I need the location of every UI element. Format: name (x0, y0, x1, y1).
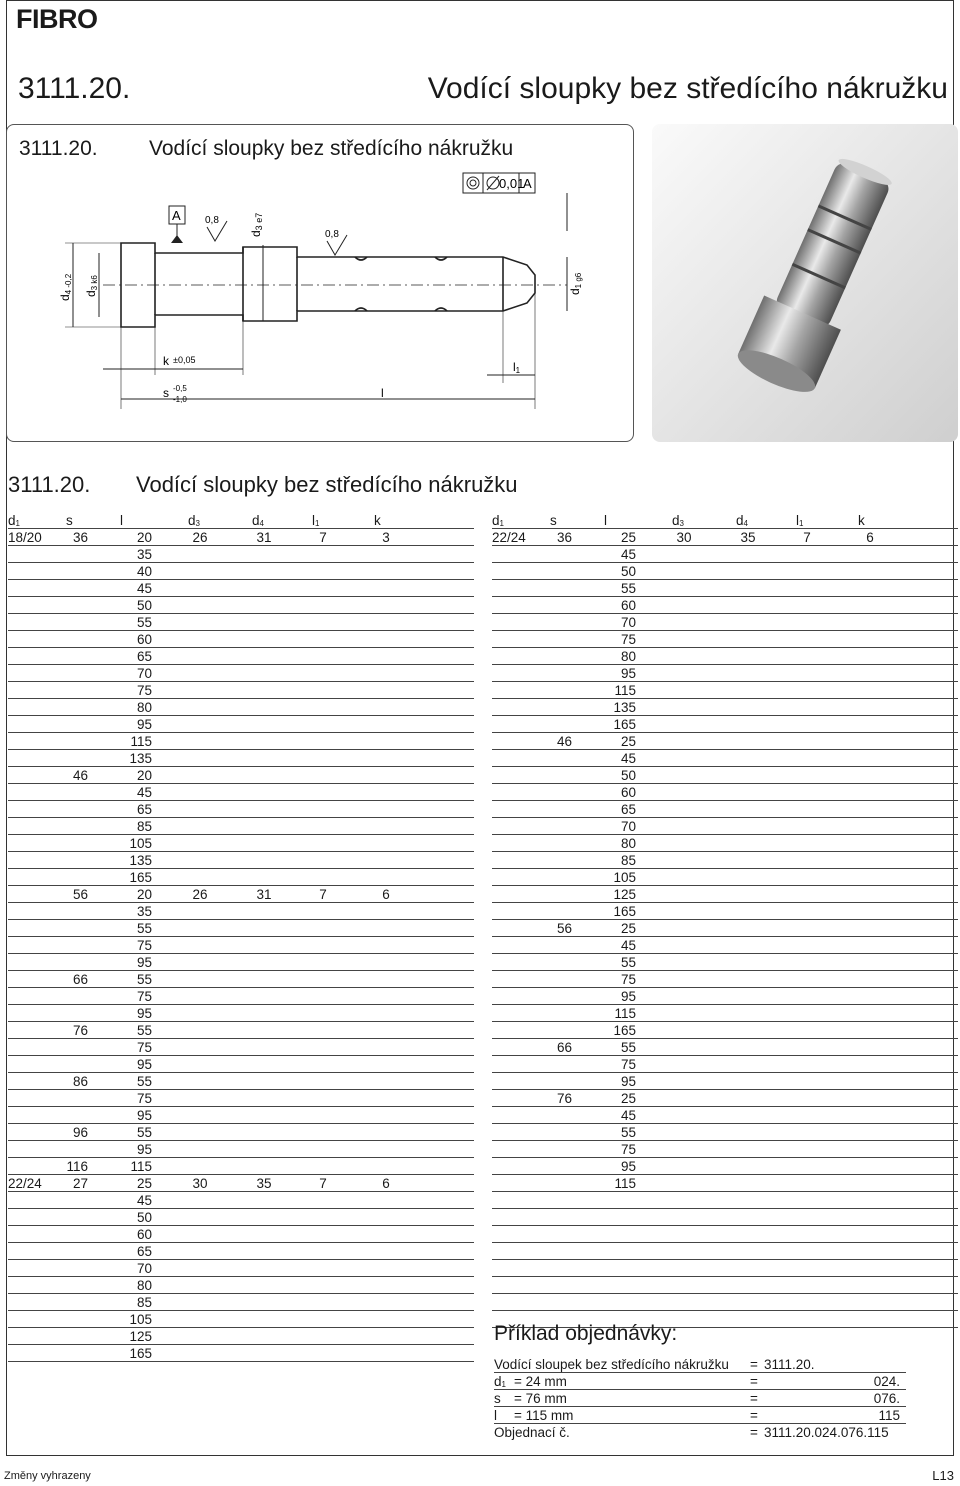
table-cell: 165 (613, 717, 636, 732)
table-row (492, 597, 958, 614)
table-row (8, 1294, 474, 1311)
table-cell: 26 (192, 530, 208, 545)
table-row (492, 750, 958, 767)
table-cell: 70 (136, 1261, 152, 1276)
table-cell: 135 (129, 853, 152, 868)
table-cell: 56 (556, 921, 572, 936)
table-cell: 55 (620, 955, 636, 970)
table-row (8, 988, 474, 1005)
table-cell: 3 (382, 530, 390, 545)
table-cell: 55 (136, 1074, 152, 1089)
table-cell: 46 (72, 768, 88, 783)
table-row (8, 1158, 474, 1175)
table-cell: 115 (130, 1159, 152, 1174)
section-title: Vodící sloupky bez středícího nákružku (136, 472, 518, 497)
table-cell: 105 (613, 870, 636, 885)
table-cell: 50 (136, 1210, 152, 1225)
table-cell: 55 (620, 1125, 636, 1140)
brand-logo: FIBRO (16, 4, 98, 34)
table-row (492, 1090, 958, 1107)
column-header: l (604, 513, 607, 528)
table-cell: 27 (72, 1176, 88, 1191)
table-row (492, 818, 958, 835)
table-cell: 30 (676, 530, 692, 545)
order-example-row (494, 1390, 906, 1407)
tolerance-datum: A (523, 176, 532, 191)
order-example-label: $d_1$ (494, 1374, 506, 1389)
footer-note: Změny vyhrazeny (4, 1470, 91, 1482)
svg-text:d1 g6: d1 g6 (568, 272, 583, 295)
table-row (8, 1328, 474, 1345)
drawing-title: Vodící sloupky bez středícího nákružku (149, 137, 514, 160)
table-cell: 116 (66, 1159, 88, 1174)
table-row (492, 716, 958, 733)
order-example-equals: = (750, 1425, 758, 1440)
table-cell: 86 (72, 1074, 88, 1089)
svg-text:-0,5: -0,5 (173, 384, 187, 393)
table-row (8, 682, 474, 699)
product-photo (652, 124, 958, 442)
table-cell: 45 (136, 581, 152, 596)
column-header: s (66, 513, 73, 528)
table-cell: 135 (129, 751, 152, 766)
table-row (492, 1243, 958, 1260)
table-cell: 50 (620, 768, 636, 783)
table-row (8, 733, 474, 750)
table-row (492, 937, 958, 954)
table-cell: 40 (136, 564, 152, 579)
table-row (8, 750, 474, 767)
table-row (492, 580, 958, 597)
table-row (492, 699, 958, 716)
column-header: $l_1$ (796, 513, 804, 528)
order-example-value: 3111.20. (764, 1357, 815, 1372)
table-cell: 65 (136, 1244, 152, 1259)
table-row (8, 903, 474, 920)
table-row (492, 648, 958, 665)
drawing-code: 3111.20. (19, 137, 98, 160)
table-row (492, 988, 958, 1005)
table-cell: 75 (620, 972, 636, 987)
table-row (8, 937, 474, 954)
table-cell: 70 (136, 666, 152, 681)
header-code: 3111.20. (18, 72, 131, 105)
dimension-table-left (8, 512, 474, 1362)
table-cell: 50 (620, 564, 636, 579)
table-row (8, 529, 474, 546)
table-cell: 85 (620, 853, 636, 868)
table-row (8, 1056, 474, 1073)
table-row (492, 546, 958, 563)
table-cell: 80 (620, 836, 636, 851)
table-row (8, 1073, 474, 1090)
order-example-dimension: = 115 mm (514, 1408, 574, 1423)
table-row (492, 682, 958, 699)
order-example (494, 1322, 906, 1441)
table-cell: 55 (620, 1040, 636, 1055)
table-cell: 76 (556, 1091, 572, 1106)
table-cell: 60 (136, 1227, 152, 1242)
table-row (8, 1192, 474, 1209)
table-row (492, 529, 958, 546)
table-cell: 55 (136, 921, 152, 936)
table-cell: 65 (136, 802, 152, 817)
table-cell: 66 (556, 1040, 572, 1055)
table-row (492, 1209, 958, 1226)
table-cell: 96 (72, 1125, 88, 1140)
table-row (8, 971, 474, 988)
table-row (492, 1039, 958, 1056)
order-example-row (494, 1424, 906, 1441)
column-header: k (374, 513, 381, 528)
column-header: k (858, 513, 865, 528)
table-cell: 75 (136, 1091, 152, 1106)
order-example-row (494, 1373, 906, 1390)
column-header: s (550, 513, 557, 528)
table-cell: 165 (613, 1023, 636, 1038)
table-row (8, 1260, 474, 1277)
table-cell: 25 (620, 734, 636, 749)
table-row (492, 1022, 958, 1039)
order-example-label: l (494, 1408, 497, 1423)
table-cell: 105 (129, 1312, 152, 1327)
table-row (492, 852, 958, 869)
table-row (492, 801, 958, 818)
table-cell: 7 (319, 887, 327, 902)
order-example-value: 024. (873, 1374, 900, 1389)
table-cell: 7 (319, 530, 327, 545)
table-cell: 60 (620, 598, 636, 613)
order-example-equals: = (750, 1357, 758, 1372)
table-row (492, 631, 958, 648)
table-cell: 65 (136, 649, 152, 664)
order-example-dimension: = 76 mm (514, 1391, 567, 1406)
table-row (8, 699, 474, 716)
table-cell: 22/24 (492, 530, 526, 545)
table-row (8, 648, 474, 665)
svg-text:s: s (163, 386, 169, 400)
table-cell: 45 (620, 751, 636, 766)
table-row (8, 1209, 474, 1226)
table-row (8, 1243, 474, 1260)
tolerance-frame (463, 173, 567, 231)
order-example-equals: = (750, 1408, 758, 1423)
table-cell: 165 (129, 870, 152, 885)
table-row (8, 1124, 474, 1141)
table-cell: 30 (192, 1176, 208, 1191)
table-row (492, 563, 958, 580)
order-example-dimension: = 24 mm (514, 1374, 567, 1389)
table-row (492, 1141, 958, 1158)
table-cell: 125 (613, 887, 636, 902)
table-row (8, 1141, 474, 1158)
table-cell: 75 (620, 632, 636, 647)
table-cell: 75 (620, 1142, 636, 1157)
table-row (8, 1345, 474, 1362)
table-row (492, 1056, 958, 1073)
table-cell: 75 (136, 989, 152, 1004)
table-row (8, 1175, 474, 1192)
page-number: L13 (932, 1468, 954, 1483)
table-cell: 95 (136, 717, 152, 732)
svg-text:k: k (163, 354, 169, 368)
table-row (8, 1107, 474, 1124)
table-row (8, 801, 474, 818)
table-cell: 105 (129, 836, 152, 851)
table-row (8, 767, 474, 784)
svg-text:±0,05: ±0,05 (173, 355, 196, 365)
table-cell: 55 (136, 1023, 152, 1038)
table-cell: 45 (620, 1108, 636, 1123)
svg-text:d3 e7: d3 e7 (249, 212, 264, 237)
table-cell: 20 (136, 887, 152, 902)
table-row (492, 1005, 958, 1022)
table-cell: 95 (136, 955, 152, 970)
table-cell: 80 (136, 700, 152, 715)
roughness-1: 0,8 (205, 215, 219, 226)
table-cell: 80 (136, 1278, 152, 1293)
column-header: l (120, 513, 123, 528)
table-cell: 50 (136, 598, 152, 613)
table-cell: 75 (136, 938, 152, 953)
table-row (492, 767, 958, 784)
table-cell: 7 (319, 1176, 327, 1191)
section-code: 3111.20. (8, 472, 91, 497)
table-cell: 20 (136, 768, 152, 783)
table-cell: 45 (136, 1193, 152, 1208)
order-example-value: 115 (878, 1408, 900, 1423)
column-header: $d_4$ (736, 513, 748, 528)
table-cell: 125 (129, 1329, 152, 1344)
table-row (492, 733, 958, 750)
table-cell: 70 (620, 819, 636, 834)
order-example-equals: = (750, 1391, 758, 1406)
table-cell: 80 (620, 649, 636, 664)
table-cell: 95 (136, 1057, 152, 1072)
table-cell: 26 (192, 887, 208, 902)
table-row (8, 1022, 474, 1039)
table-row (492, 1294, 958, 1311)
table-cell: 65 (620, 802, 636, 817)
table-row (8, 614, 474, 631)
table-header (8, 512, 474, 529)
table-row (8, 1226, 474, 1243)
table-cell: 6 (382, 1176, 390, 1191)
table-row (492, 920, 958, 937)
svg-text:l1: l1 (513, 360, 521, 375)
order-example-row (494, 1407, 906, 1424)
table-cell: 70 (620, 615, 636, 630)
dimension-table-right (492, 512, 958, 1328)
table-row (8, 954, 474, 971)
table-row (492, 1260, 958, 1277)
table-cell: 135 (613, 700, 636, 715)
table-cell: 75 (620, 1057, 636, 1072)
table-row (492, 971, 958, 988)
svg-text:-1,0: -1,0 (173, 395, 187, 404)
table-cell: 55 (136, 615, 152, 630)
order-example-value: 076. (873, 1391, 900, 1406)
table-row (492, 1124, 958, 1141)
table-row (8, 869, 474, 886)
table-row (8, 665, 474, 682)
table-cell: 45 (620, 938, 636, 953)
table-row (492, 1226, 958, 1243)
table-cell: 7 (803, 530, 811, 545)
table-row (8, 1090, 474, 1107)
order-example-label: s (494, 1391, 501, 1406)
table-cell: 55 (620, 581, 636, 596)
table-cell: 115 (614, 683, 636, 698)
header-title: Vodící sloupky bez středícího nákružku (427, 72, 948, 105)
table-cell: 95 (136, 1006, 152, 1021)
table-cell: 60 (136, 632, 152, 647)
table-cell: 115 (614, 1006, 636, 1021)
technical-drawing (6, 124, 634, 442)
table-cell: 85 (136, 819, 152, 834)
table-row (8, 784, 474, 801)
table-row (8, 1277, 474, 1294)
table-cell: 66 (72, 972, 88, 987)
table-cell: 6 (382, 887, 390, 902)
table-cell: 25 (620, 1091, 636, 1106)
table-row (8, 580, 474, 597)
order-example-label: Vodící sloupek bez středícího nákružku (494, 1357, 729, 1372)
table-cell: 55 (136, 972, 152, 987)
table-row (8, 1039, 474, 1056)
table-row (492, 665, 958, 682)
table-row (8, 1311, 474, 1328)
table-header (492, 512, 958, 529)
table-cell: 36 (556, 530, 572, 545)
table-cell: 85 (136, 1295, 152, 1310)
table-row (8, 716, 474, 733)
order-example-equals: = (750, 1374, 758, 1389)
table-row (492, 1073, 958, 1090)
table-row (8, 563, 474, 580)
table-cell: 115 (614, 1176, 636, 1191)
table-cell: 60 (620, 785, 636, 800)
table-cell: 18/20 (8, 530, 42, 545)
table-cell: 95 (136, 1142, 152, 1157)
table-cell: 25 (620, 530, 636, 545)
svg-text:d3 k6: d3 k6 (84, 275, 99, 297)
table-cell: 36 (72, 530, 88, 545)
table-row (492, 1175, 958, 1192)
table-row (492, 614, 958, 631)
order-example-value: 3111.20.024.076.115 (764, 1425, 889, 1440)
table-cell: 165 (613, 904, 636, 919)
table-row (8, 631, 474, 648)
column-header: $d_3$ (672, 513, 684, 528)
table-cell: 75 (136, 683, 152, 698)
table-row (492, 886, 958, 903)
table-cell: 25 (620, 921, 636, 936)
table-row (8, 886, 474, 903)
table-cell: 25 (136, 1176, 152, 1191)
table-row (492, 869, 958, 886)
table-cell: 45 (620, 547, 636, 562)
roughness-2: 0,8 (325, 229, 339, 240)
table-cell: 31 (256, 530, 272, 545)
table-row (492, 835, 958, 852)
column-header: $d_4$ (252, 513, 264, 528)
table-row (8, 546, 474, 563)
table-cell: 56 (72, 887, 88, 902)
table-row (8, 852, 474, 869)
table-row (492, 1107, 958, 1124)
table-row (492, 1192, 958, 1209)
column-header: $d_1$ (492, 513, 504, 528)
column-header: $l_1$ (312, 513, 320, 528)
table-cell: 45 (136, 785, 152, 800)
table-row (492, 1158, 958, 1175)
order-example-label: Objednací č. (494, 1425, 570, 1440)
order-example-heading: Příklad objednávky: (494, 1322, 678, 1345)
table-cell: 115 (130, 734, 152, 749)
table-row (8, 818, 474, 835)
table-row (492, 903, 958, 920)
table-row (8, 1005, 474, 1022)
tolerance-value: 0,01 (499, 176, 525, 191)
table-row (492, 954, 958, 971)
table-cell: 95 (620, 1159, 636, 1174)
table-row (8, 835, 474, 852)
table-cell: 6 (866, 530, 874, 545)
svg-text:d4 -0,2: d4 -0,2 (58, 273, 73, 301)
table-cell: 76 (72, 1023, 88, 1038)
table-cell: 35 (136, 547, 152, 562)
table-row (492, 1277, 958, 1294)
drawing-svg (7, 125, 634, 442)
table-cell: 95 (136, 1108, 152, 1123)
svg-text:l: l (381, 386, 384, 400)
table-cell: 95 (620, 666, 636, 681)
table-cell: 46 (556, 734, 572, 749)
table-cell: 31 (256, 887, 272, 902)
datum-label: A (172, 208, 181, 223)
column-header: $d_3$ (188, 513, 200, 528)
order-example-row (494, 1356, 906, 1373)
column-header: $d_1$ (8, 513, 20, 528)
table-cell: 95 (620, 1074, 636, 1089)
table-cell: 55 (136, 1125, 152, 1140)
table-cell: 35 (256, 1176, 272, 1191)
table-cell: 75 (136, 1040, 152, 1055)
table-row (492, 784, 958, 801)
table-row (8, 597, 474, 614)
table-cell: 165 (129, 1346, 152, 1361)
table-cell: 35 (740, 530, 756, 545)
table-cell: 20 (136, 530, 152, 545)
table-cell: 95 (620, 989, 636, 1004)
table-cell: 35 (136, 904, 152, 919)
table-row (8, 920, 474, 937)
table-cell: 22/24 (8, 1176, 42, 1191)
